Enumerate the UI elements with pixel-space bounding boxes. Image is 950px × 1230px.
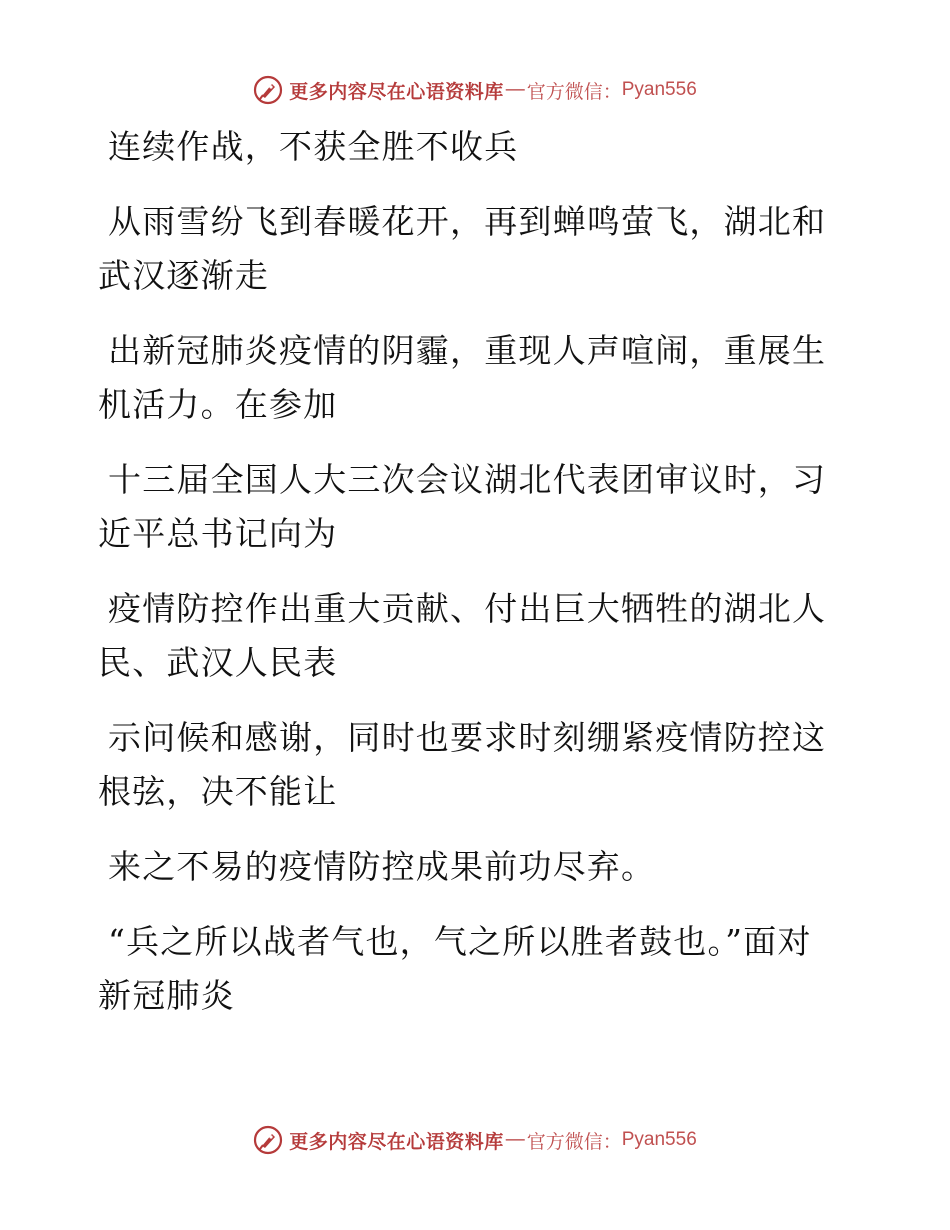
footer-wechat-label: 官方微信： xyxy=(526,1130,622,1153)
footer-watermark xyxy=(0,1120,950,1160)
header-wechat-id: Pyan556 xyxy=(621,79,697,100)
footer-brand-text: 更多内容尽在心语资料库 xyxy=(289,1130,504,1153)
paragraph-5: 疫情防控作出重大贡献、付出巨大牺牲的湖北人民、武汉人民表 xyxy=(98,589,827,682)
paragraph-6: 示问候和感谢，同时也要求时刻绷紧疫情防控这根弦，决不能让 xyxy=(98,718,827,811)
header-brand-text: 更多内容尽在心语资料库 xyxy=(289,80,504,103)
footer-dash: — xyxy=(505,1129,525,1150)
header-dash: — xyxy=(505,79,525,100)
paragraph-7: 来之不易的疫情防控成果前功尽弃。 xyxy=(108,847,656,886)
document-body xyxy=(98,120,838,1044)
paragraph-2: 从雨雪纷飞到春暖花开，再到蝉鸣萤飞，湖北和武汉逐渐走 xyxy=(98,202,827,295)
paragraph-3: 出新冠肺炎疫情的阴霾，重现人声喧闹，重展生机活力。在参加 xyxy=(98,331,827,424)
header-watermark xyxy=(0,70,950,110)
paragraph-4: 十三届全国人大三次会议湖北代表团审议时，习近平总书记向为 xyxy=(98,460,827,553)
paragraph-1: 连续作战，不获全胜不收兵 xyxy=(108,127,519,166)
pen-nib-logo-icon xyxy=(253,1125,283,1155)
pen-nib-logo-icon xyxy=(253,75,283,105)
footer-wechat-id: Pyan556 xyxy=(621,1129,697,1150)
paragraph-8: “兵之所以战者气也，气之所以胜者鼓也。”面对新冠肺炎 xyxy=(98,922,812,1015)
header-wechat-label: 官方微信： xyxy=(526,80,622,103)
